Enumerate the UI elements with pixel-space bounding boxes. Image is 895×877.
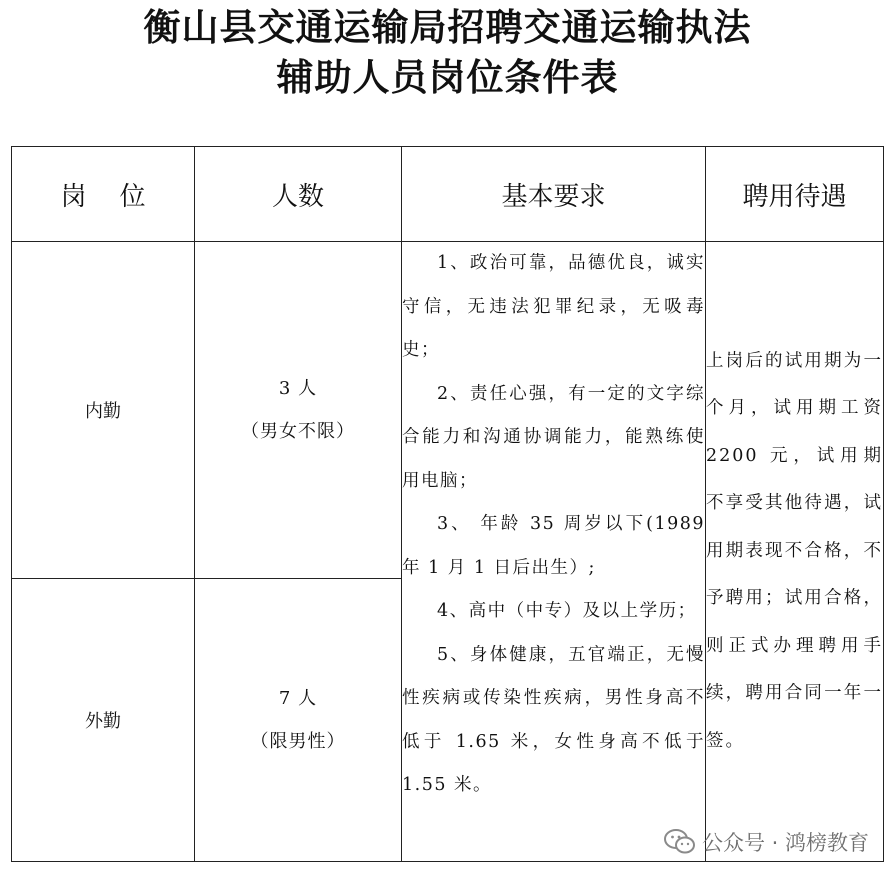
requirements-cell: [402, 242, 706, 862]
treatment-cell: [706, 242, 884, 862]
wechat-icon: [664, 828, 696, 856]
headcount: 7 人: [278, 688, 318, 709]
position-name: 外勤: [85, 711, 121, 732]
table-row: [12, 242, 884, 579]
requirement-item: 3、 年龄 35 周岁以下(1989 年 1 月 1 日后出生）;: [402, 514, 705, 578]
requirement-item: 4、高中（中专）及以上学历；: [437, 601, 697, 621]
header-requirements: 基本要求: [402, 147, 706, 242]
title-line-1: 衡山县交通运输局招聘交通运输执法: [143, 5, 752, 49]
header-position: 岗 位: [12, 147, 195, 242]
count-cell: [195, 242, 402, 579]
watermark-text: 公众号 · 鸿榜教育: [701, 831, 869, 855]
requirement-item: 5、身体健康，五官端正，无慢性疾病或传染性疾病，男性身高不低于 1.65 米，女性身高不低于 1.55 米。: [402, 644, 705, 795]
title-line-2: 辅助人员岗位条件表: [276, 55, 619, 99]
position-cell: [12, 579, 195, 862]
count-cell: [195, 579, 402, 862]
gender-requirement: （男女不限）: [241, 421, 355, 442]
headcount: 3 人: [278, 378, 318, 399]
treatment-text: 上岗后的试用期为一个月，试用期工资 2200 元，试用期不享受其他待遇，试用期表现不合格，不予聘用；试用合格，则正式办理聘用手续，聘用合同一年一签。: [706, 350, 883, 751]
watermark: [664, 827, 869, 857]
header-count: 人数: [195, 147, 402, 242]
requirement-item: 1、政治可靠，品德优良，诚实守信，无违法犯罪纪录，无吸毒史；: [402, 253, 705, 360]
table-header-row: [12, 147, 884, 242]
requirement-item: 2、责任心强，有一定的文字综合能力和沟通协调能力，能熟练使用电脑；: [402, 383, 705, 491]
position-cell: [12, 242, 195, 579]
gender-requirement: （限男性）: [250, 731, 346, 752]
document-title: [0, 2, 895, 102]
position-name: 内勤: [85, 401, 121, 422]
position-conditions-table: [11, 146, 884, 862]
header-treatment: 聘用待遇: [706, 147, 884, 242]
